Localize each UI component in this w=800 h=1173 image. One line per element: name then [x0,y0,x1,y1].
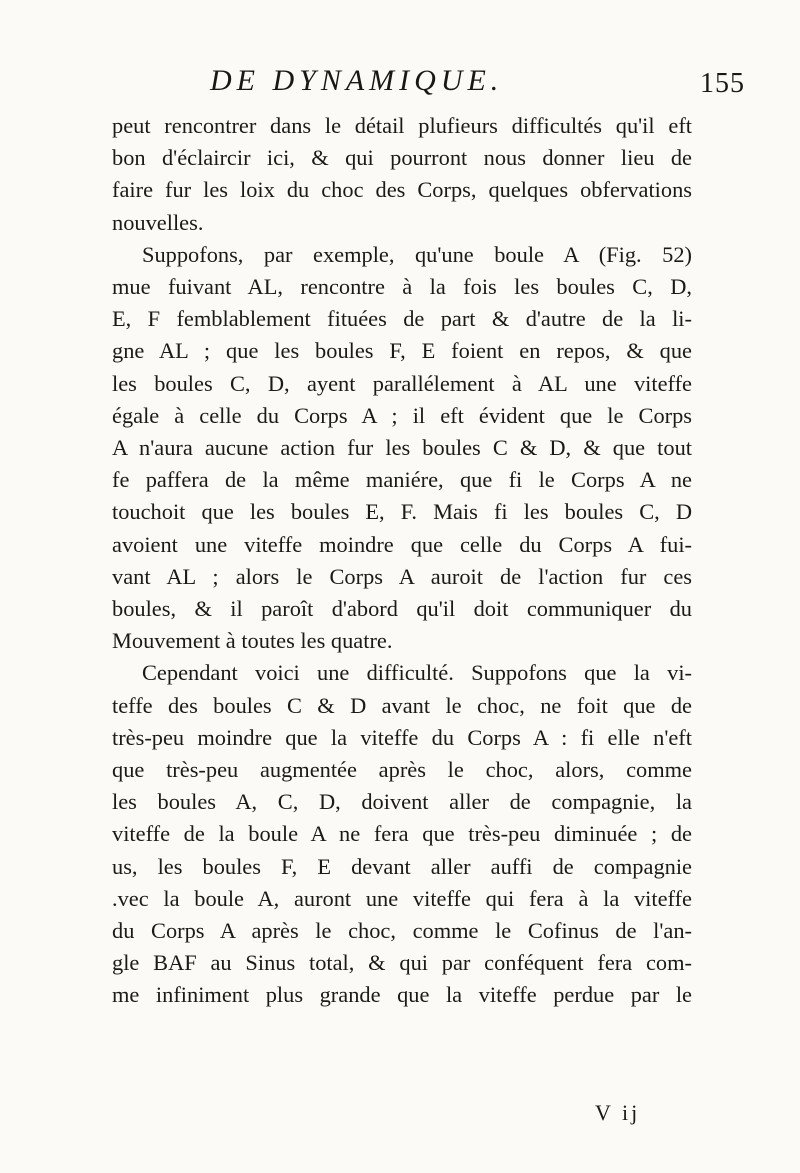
text-line: Mouvement à toutes les quatre. [112,628,393,654]
text-line: les boules A, C, D, doivent aller de compagnie, la [112,789,692,815]
text-line: boules, & il paroît d'abord qu'il doit communiquer du [112,596,692,622]
page-number: 155 [700,68,745,99]
text-line: égale à celle du Corps A ; il eft évident que le Corps [112,402,692,428]
text-line: faire fur les loix du choc des Corps, quelques obfervations [112,177,692,203]
text-line: du Corps A après le choc, comme le Cofinus de l'an- [112,918,692,944]
text-line: que très-peu augmentée après le choc, alors, comme [112,757,692,783]
text-line: mue fuivant AL, rencontre à la fois les boules C, D, [112,274,692,300]
text-line: bon d'éclaircir ici, & qui pourront nous donner lieu de [112,145,692,171]
text-line: Suppofons, par exemple, qu'une boule A (Fig. 52) [142,241,692,267]
text-line: très-peu moindre que la viteffe du Corps A : fi elle n'eft [112,724,692,750]
body-text [112,110,692,1012]
signature-mark: V ij [595,1100,641,1125]
text-line: les boules C, D, ayent parallélement à AL une viteffe [112,370,692,396]
text-line: fe paffera de la même maniére, que fi le Corps A ne [112,467,692,493]
text-line: us, les boules F, E devant aller auffi de compagnie [112,853,692,879]
text-line: nouvelles. [112,209,204,235]
text-line: A n'aura aucune action fur les boules C & D, & que tout [112,435,692,461]
text-line: viteffe de la boule A ne fera que très-peu diminuée ; de [112,821,692,847]
text-line: E, F femblablement fituées de part & d'autre de la li- [112,306,692,332]
text-line: me infiniment plus grande que la viteffe perdue par le [112,982,692,1008]
text-line: gne AL ; que les boules F, E foient en repos, & que [112,338,692,364]
text-line: Cependant voici une difficulté. Suppofons que la vi- [142,660,692,686]
text-line: teffe des boules C & D avant le choc, ne foit que de [112,692,692,718]
text-line: avoient une viteffe moindre que celle du Corps A fui- [112,531,692,557]
text-line: peut rencontrer dans le détail plufieurs difficultés qu'il eft [112,113,692,138]
running-head: DE DYNAMIQUE. [210,64,504,97]
text-line: vant AL ; alors le Corps A auroit de l'action fur ces [112,563,692,589]
text-line: touchoit que les boules E, F. Mais fi les boules C, D [112,499,692,525]
text-line: gle BAF au Sinus total, & qui par conféquent fera com- [112,950,692,976]
text-line: .vec la boule A, auront une viteffe qui fera à la viteffe [112,885,692,911]
